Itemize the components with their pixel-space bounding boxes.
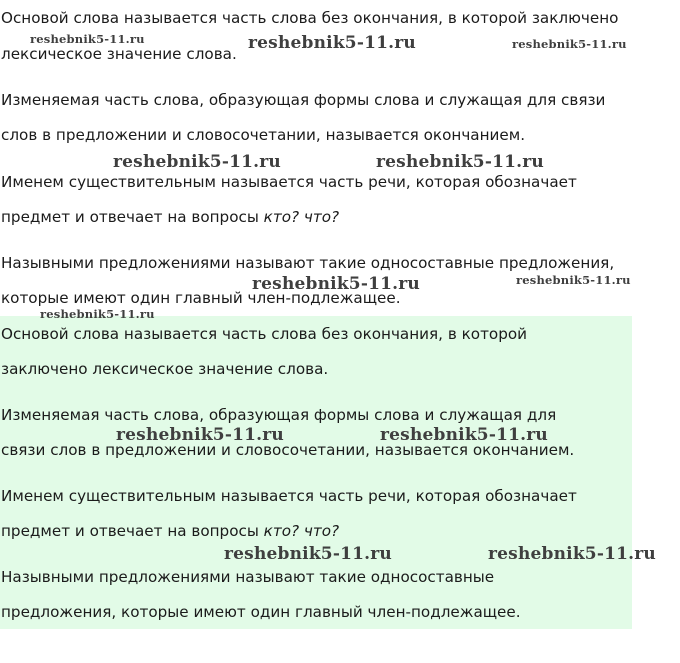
definition-line: Именем существительным называется часть речи, которая обозначает <box>1 173 577 191</box>
definition-line: Основой слова называется часть слова без окончания, в которой заключено <box>1 9 619 27</box>
question-words: кто? что? <box>263 208 340 226</box>
watermark: reshebnik5-11.ru <box>113 152 281 172</box>
definition-text: предмет и отвечает на вопросы <box>1 208 264 226</box>
answer-line: Именем существительным называется часть речи, которая обозначает <box>1 487 577 505</box>
watermark: reshebnik5-11.ru <box>224 544 392 564</box>
answer-line: Изменяемая часть слова, образующая формы слова и служащая для <box>1 406 557 424</box>
answer-line: Назывными предложениями называют такие односоставные <box>1 568 495 586</box>
definition-line: слов в предложении и словосочетании, называется окончанием. <box>1 126 526 144</box>
answer-line <box>1 521 339 541</box>
definition-line: Изменяемая часть слова, образующая формы слова и служащая для связи <box>1 91 606 109</box>
answer-text: предмет и отвечает на вопросы <box>1 522 264 540</box>
watermark: reshebnik5-11.ru <box>380 425 548 445</box>
watermark: reshebnik5-11.ru <box>252 274 420 294</box>
watermark: reshebnik5-11.ru <box>30 32 145 46</box>
watermark: reshebnik5-11.ru <box>40 307 155 321</box>
answer-line: связи слов в предложении и словосочетании, называется окончанием. <box>1 441 575 459</box>
question-words: кто? что? <box>263 522 340 540</box>
definition-line: которые имеют один главный член-подлежащее. <box>1 289 401 307</box>
watermark: reshebnik5-11.ru <box>512 37 627 51</box>
watermark: reshebnik5-11.ru <box>488 544 656 564</box>
watermark: reshebnik5-11.ru <box>248 33 416 53</box>
definition-line: Назывными предложениями называют такие односоставные предложения, <box>1 254 615 272</box>
answer-line: заключено лексическое значение слова. <box>1 360 329 378</box>
answer-line: предложения, которые имеют один главный член-подлежащее. <box>1 603 521 621</box>
answer-line: Основой слова называется часть слова без окончания, в которой <box>1 325 528 343</box>
watermark: reshebnik5-11.ru <box>376 152 544 172</box>
definition-line: лексическое значение слова. <box>1 45 237 63</box>
definition-line <box>1 207 339 227</box>
watermark: reshebnik5-11.ru <box>116 425 284 445</box>
watermark: reshebnik5-11.ru <box>516 273 631 287</box>
